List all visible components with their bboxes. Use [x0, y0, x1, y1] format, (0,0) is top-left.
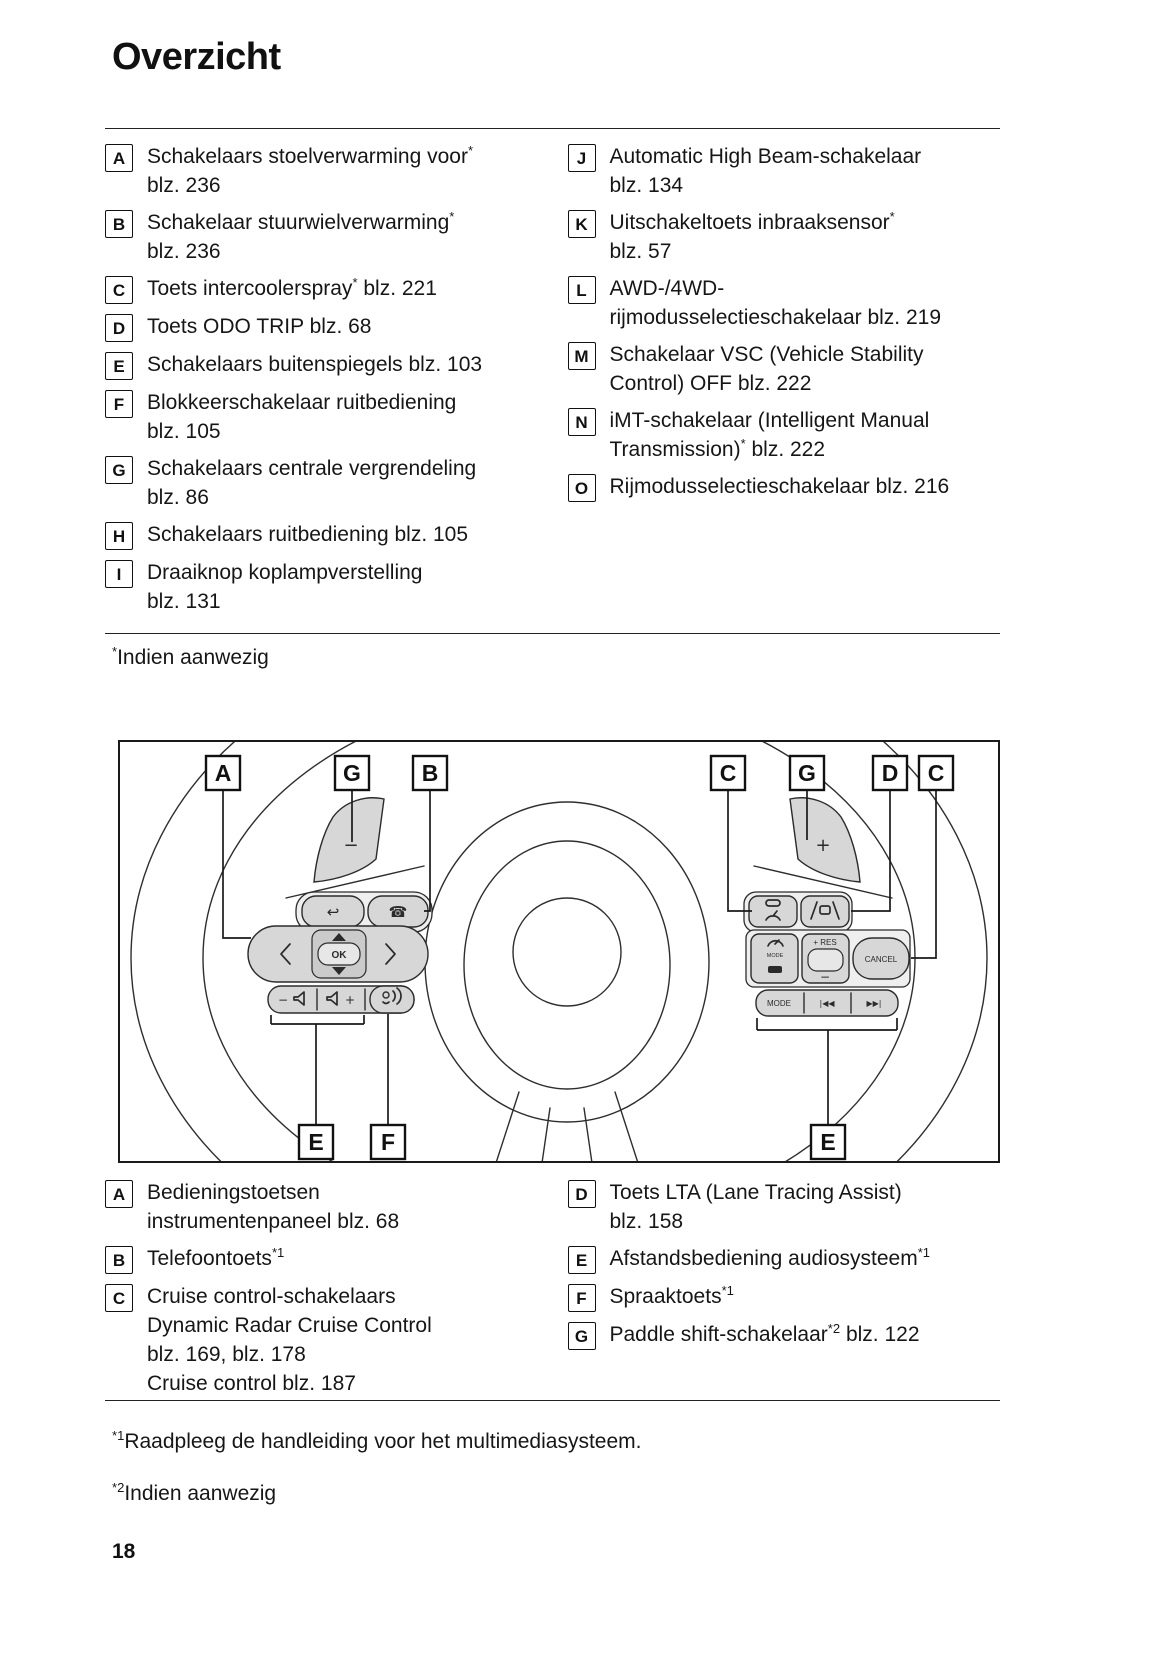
legend-item-G	[105, 454, 538, 512]
legend-key-box: M	[568, 342, 596, 370]
legend-text: AWD-/4WD- rijmodusselectieschakelaar blz. 219	[609, 277, 941, 329]
legend-item-E	[568, 1244, 1001, 1274]
legend-item-K	[568, 208, 1001, 266]
res-minus-label: −	[819, 970, 831, 984]
divider-bottom	[105, 1400, 1000, 1401]
legend-key-box: G	[568, 1322, 596, 1350]
legend-key-box: F	[568, 1284, 596, 1312]
legend-item-A	[105, 1178, 538, 1236]
legend-item-C	[105, 1282, 538, 1398]
legend-text: Schakelaars buitenspiegels blz. 103	[147, 353, 483, 376]
legend-text: Paddle shift-schakelaar$^{*2}$ blz. 122	[609, 1321, 920, 1346]
legend-key-box: E	[105, 352, 133, 380]
legend-item-C	[105, 274, 538, 304]
legend-key-box: E	[568, 1246, 596, 1274]
callout-letter: C	[927, 760, 945, 786]
legend-text: iMT-schakelaar (Intelligent Manual Transmission)* blz. 222	[609, 409, 930, 461]
legend-text: Draaiknop koplampverstelling blz. 131	[147, 561, 423, 613]
leader-C1	[728, 790, 752, 911]
wheel-hub-inner	[464, 841, 670, 1089]
callout-letter: G	[343, 760, 361, 786]
legend-key-box: I	[105, 560, 133, 588]
mode-label: MODE	[767, 999, 791, 1008]
legend-text: Schakelaar stuurwielverwarming* blz. 236	[147, 209, 455, 263]
cancel-label: CANCEL	[864, 955, 898, 964]
legend-text: Toets intercoolerspray* blz. 221	[147, 275, 437, 300]
legend-key-box: L	[568, 276, 596, 304]
ok-label: OK	[331, 950, 347, 961]
legend-text: Toets ODO TRIP blz. 68	[147, 315, 372, 338]
legend-item-O	[568, 472, 1001, 502]
legend-key-box: B	[105, 210, 133, 238]
legend-item-F	[568, 1282, 1001, 1312]
leader-C2	[911, 790, 936, 958]
callout-letter: G	[798, 760, 816, 786]
legend-item-L	[568, 274, 1001, 332]
legend-key-box: N	[568, 408, 596, 436]
legend-item-J	[568, 142, 1001, 200]
legend-item-N	[568, 406, 1001, 464]
legend-item-E	[105, 350, 538, 380]
callout-letter: E	[308, 1129, 324, 1155]
leader-E-right	[757, 1018, 897, 1125]
callout-letter: A	[214, 760, 232, 786]
paddle-plus-icon: +	[815, 835, 831, 856]
lta-button	[801, 896, 849, 927]
wheel-center	[513, 898, 621, 1006]
legend-text: Cruise control-schakelaars Dynamic Radar Cruise Control blz. 169, blz. 178 Cruise control blz. 187	[147, 1285, 432, 1395]
legend-key-box: B	[105, 1246, 133, 1274]
leader-A	[223, 790, 251, 938]
legend-text: Toets LTA (Lane Tracing Assist) blz. 158	[609, 1181, 902, 1233]
legend-text: Schakelaars stoelverwarming voor* blz. 236	[147, 143, 474, 197]
footnote-2: $^{*2}$Indien aanwezig	[112, 1480, 277, 1505]
callout-letter: D	[881, 760, 899, 786]
legend-item-M	[568, 340, 1001, 398]
legend-text: Rijmodusselectieschakelaar blz. 216	[609, 475, 950, 498]
legend-key-box: F	[105, 390, 133, 418]
legend-key-box: D	[568, 1180, 596, 1208]
legend-key-box: D	[105, 314, 133, 342]
legend-key-box: J	[568, 144, 596, 172]
legend-key-box: O	[568, 474, 596, 502]
legend-text: Bedieningstoetsen instrumentenpaneel blz. 68	[147, 1181, 400, 1233]
car-distance-icon	[768, 966, 782, 973]
page-number: 18	[112, 1540, 136, 1563]
legend-item-F	[105, 388, 538, 446]
top-legend-list	[105, 142, 1000, 624]
legend-key-box: C	[105, 276, 133, 304]
divider-top	[105, 128, 1000, 129]
steering-wheel-diagram	[118, 740, 1000, 1163]
legend-item-A	[105, 142, 538, 200]
legend-text: Schakelaars ruitbediening blz. 105	[147, 523, 469, 546]
callout-letter: C	[719, 760, 737, 786]
volume-down-sign: −	[277, 993, 289, 1007]
legend-text: Telefoontoets$^{*1}$	[147, 1245, 285, 1270]
phone-icon: ☎	[388, 903, 408, 921]
legend-text: Afstandsbediening audiosysteem$^{*1}$	[609, 1245, 931, 1270]
leader-B	[424, 790, 430, 911]
res-label: + RES	[813, 938, 837, 947]
bottom-legend-list	[105, 1178, 1000, 1406]
legend-text: Spraaktoets$^{*1}$	[609, 1283, 734, 1308]
footnote-1: $^{*1}$Raadpleeg de handleiding voor het multimediasysteem.	[112, 1428, 642, 1453]
res-rocker	[808, 949, 843, 971]
divider-middle	[105, 633, 1000, 634]
legend-text: Uitschakeltoets inbraaksensor* blz. 57	[609, 209, 895, 263]
legend-text: Blokkeerschakelaar ruitbediening blz. 105	[147, 391, 457, 443]
legend-item-H	[105, 520, 538, 550]
callout-letter: B	[421, 760, 439, 786]
cruise-mode-label: MODE	[766, 953, 784, 959]
legend-item-B	[105, 1244, 538, 1274]
top-legend-left-column	[105, 142, 538, 624]
callout-letter: F	[380, 1129, 396, 1155]
legend-key-box: A	[105, 144, 133, 172]
legend-item-D	[105, 312, 538, 342]
legend-item-I	[105, 558, 538, 616]
next-track-icon: ▶▶|	[866, 999, 882, 1008]
legend-key-box: H	[105, 522, 133, 550]
paddle-minus-icon: −	[343, 835, 359, 856]
voice-button	[370, 986, 414, 1013]
legend-text: Schakelaar VSC (Vehicle Stability Control) OFF blz. 222	[609, 343, 924, 395]
legend-key-box: K	[568, 210, 596, 238]
back-icon: ↩	[326, 903, 340, 921]
legend-text: Schakelaars centrale vergrendeling blz. 86	[147, 457, 477, 509]
bottom-legend-left-column	[105, 1178, 538, 1406]
legend-key-box: A	[105, 1180, 133, 1208]
leader-E-left	[271, 1015, 364, 1125]
asterisk-footnote: *Indien aanwezig	[112, 644, 269, 669]
legend-key-box: G	[105, 456, 133, 484]
bottom-legend-right-column	[538, 1178, 1001, 1406]
callout-letter: E	[820, 1129, 836, 1155]
legend-item-D	[568, 1178, 1001, 1236]
steering-wheel-illustration	[118, 740, 1000, 1163]
legend-item-G	[568, 1320, 1001, 1350]
page-title: Overzicht	[112, 36, 281, 78]
volume-up-sign: +	[344, 993, 356, 1007]
wheel-hub-outer	[425, 802, 709, 1122]
legend-item-B	[105, 208, 538, 266]
previous-track-icon: |◀◀	[819, 999, 835, 1008]
top-legend-right-column	[538, 142, 1001, 624]
wheel-spokes	[496, 1092, 638, 1163]
legend-text: Automatic High Beam-schakelaar blz. 134	[609, 145, 922, 197]
legend-key-box: C	[105, 1284, 133, 1312]
